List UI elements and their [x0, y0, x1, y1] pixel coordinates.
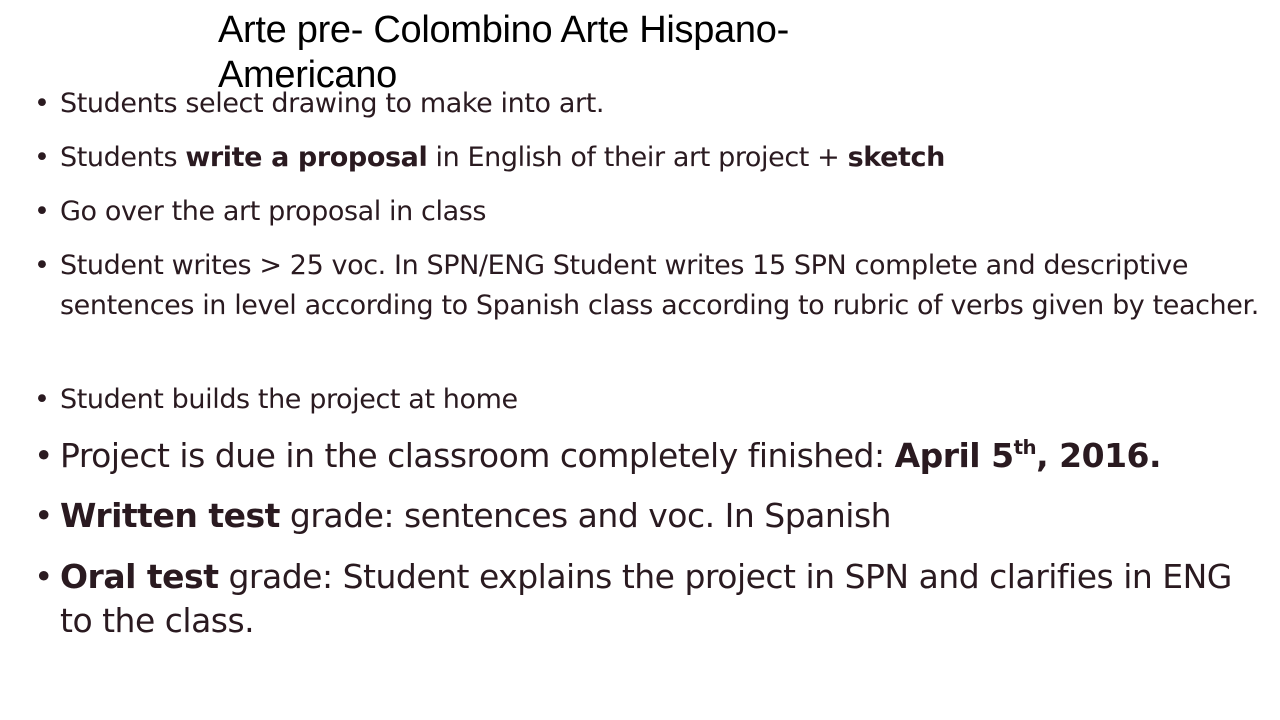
bullet-item — [60, 138, 1265, 178]
bullet-item — [60, 246, 1265, 326]
bullet-text: Students select drawing to make into art. — [60, 88, 605, 119]
bullet-text: Student writes > 25 voc. In SPN/ENG Student writes 15 SPN complete and descriptive sentences in level according to Spanish class according to rubric of verbs given by teacher. — [60, 250, 1259, 321]
bullet-text: Go over the art proposal in class — [60, 196, 487, 227]
bullet-item — [60, 380, 1265, 420]
bullet-bold-text: sketch — [847, 142, 945, 173]
bullet-text: Students — [60, 142, 186, 173]
bullet-text: Student builds the project at home — [60, 384, 518, 415]
bullet-bold-text: write a proposal — [185, 142, 428, 173]
due-date-superscript: th — [1013, 436, 1037, 459]
bullet-bold-text: Written test — [60, 496, 280, 535]
due-date-text: April 5 — [894, 436, 1014, 475]
bullet-item — [60, 434, 1265, 478]
bullet-item — [60, 192, 1265, 232]
bullet-item — [60, 555, 1265, 643]
bullet-text: Project is due in the classroom completely finished: — [60, 436, 895, 475]
bullet-text: grade: Student explains the project in SPN and clarifies in ENG to the class. — [60, 557, 1232, 640]
bullet-text: grade: sentences and voc. In Spanish — [279, 496, 892, 535]
due-date-year: , 2016. — [1036, 436, 1162, 475]
slide-title: Arte pre- Colombino Arte Hispano-Americano — [218, 9, 789, 96]
bullet-item — [60, 494, 1265, 538]
bullet-bold-text: Oral test — [60, 557, 219, 596]
bullet-text: in English of their art project + — [427, 142, 848, 173]
